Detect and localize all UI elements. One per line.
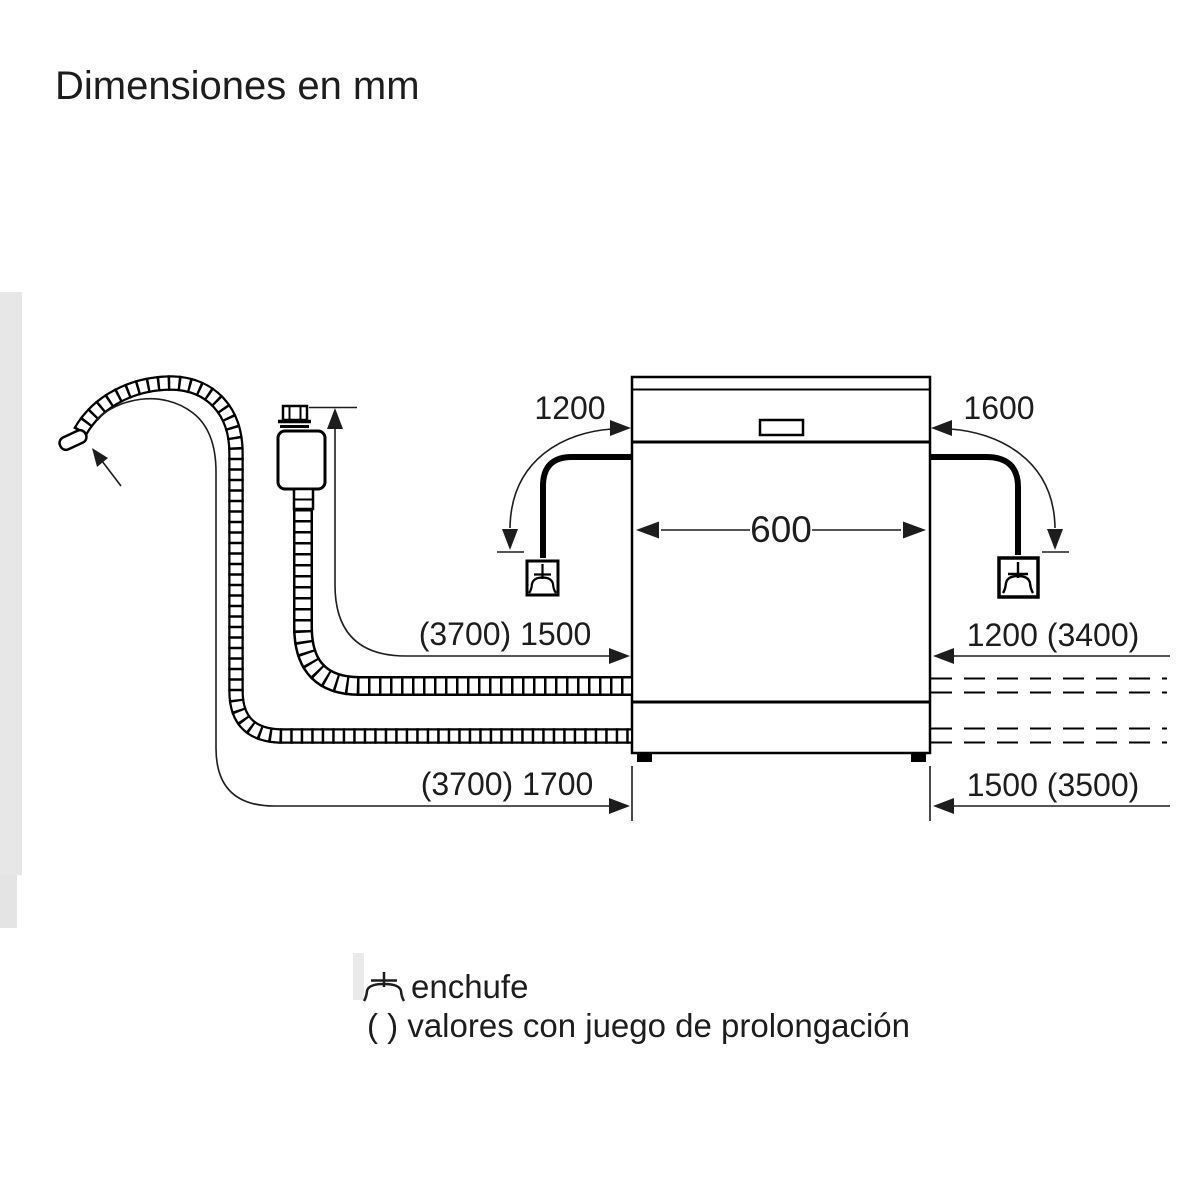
legend-parentheses-label: ( ) valores con juego de prolongación (367, 1007, 911, 1044)
dim-label-3700-1700: (3700) 1700 (420, 766, 594, 802)
legend (353, 953, 910, 1044)
dim-label-600: 600 (750, 509, 812, 550)
arrow-up-left-icon (92, 448, 108, 467)
plug-icon (364, 972, 404, 1001)
dishwasher-front (632, 377, 930, 762)
dim-label-1200: 1200 (534, 390, 606, 426)
dim-right-upper (933, 617, 1170, 664)
arrow-right-icon (610, 420, 631, 436)
power-cord-right (930, 457, 1038, 597)
dim-curve (950, 429, 1055, 528)
arrow-left-icon (933, 648, 954, 664)
dim-supply-hose (309, 408, 630, 665)
power-cord-left (527, 457, 632, 595)
dim-curve (510, 429, 612, 528)
legend-gray-bar (353, 953, 364, 1000)
dim-label-1600: 1600 (963, 390, 1035, 426)
supply-hose (303, 509, 631, 686)
drain-hose-end-cap (58, 428, 89, 452)
left-edge-strip (0, 292, 22, 875)
valve-body (278, 431, 325, 489)
water-valve (278, 406, 325, 509)
dim-right-lower (933, 767, 1170, 814)
left-edge-strip-lower (0, 875, 17, 928)
door-handle (760, 420, 803, 435)
right-foot (911, 753, 926, 762)
supply-hose-ribs (303, 509, 631, 686)
dim-label-1200-3400: 1200 (3400) (966, 617, 1140, 653)
arrow-down-icon (502, 529, 518, 550)
arrow-right-icon (609, 648, 630, 664)
page-title: Dimensiones en mm (55, 64, 420, 108)
valve-nut (283, 406, 307, 420)
left-foot (637, 753, 652, 762)
supply-hose-band (303, 509, 631, 686)
dim-label-3700-1500: (3700) 1500 (418, 616, 592, 652)
arrow-down-icon (1047, 529, 1063, 550)
dim-label-1500-3500: 1500 (3500) (966, 767, 1140, 803)
extension-hoses-dashed (931, 679, 1167, 743)
leader-line (102, 461, 121, 486)
legend-plug-label: enchufe (411, 968, 529, 1005)
cord-right-path (930, 457, 1018, 555)
dim-right-cord (931, 390, 1069, 552)
cord-left-path (543, 457, 632, 558)
arrow-left-icon (933, 798, 954, 814)
arrow-left-icon (931, 420, 952, 436)
dim-path (96, 399, 612, 806)
arrow-right-icon (609, 798, 630, 814)
dim-left-cord (497, 390, 631, 552)
supply-hose-core (303, 509, 631, 686)
arrow-up-icon (327, 408, 343, 429)
